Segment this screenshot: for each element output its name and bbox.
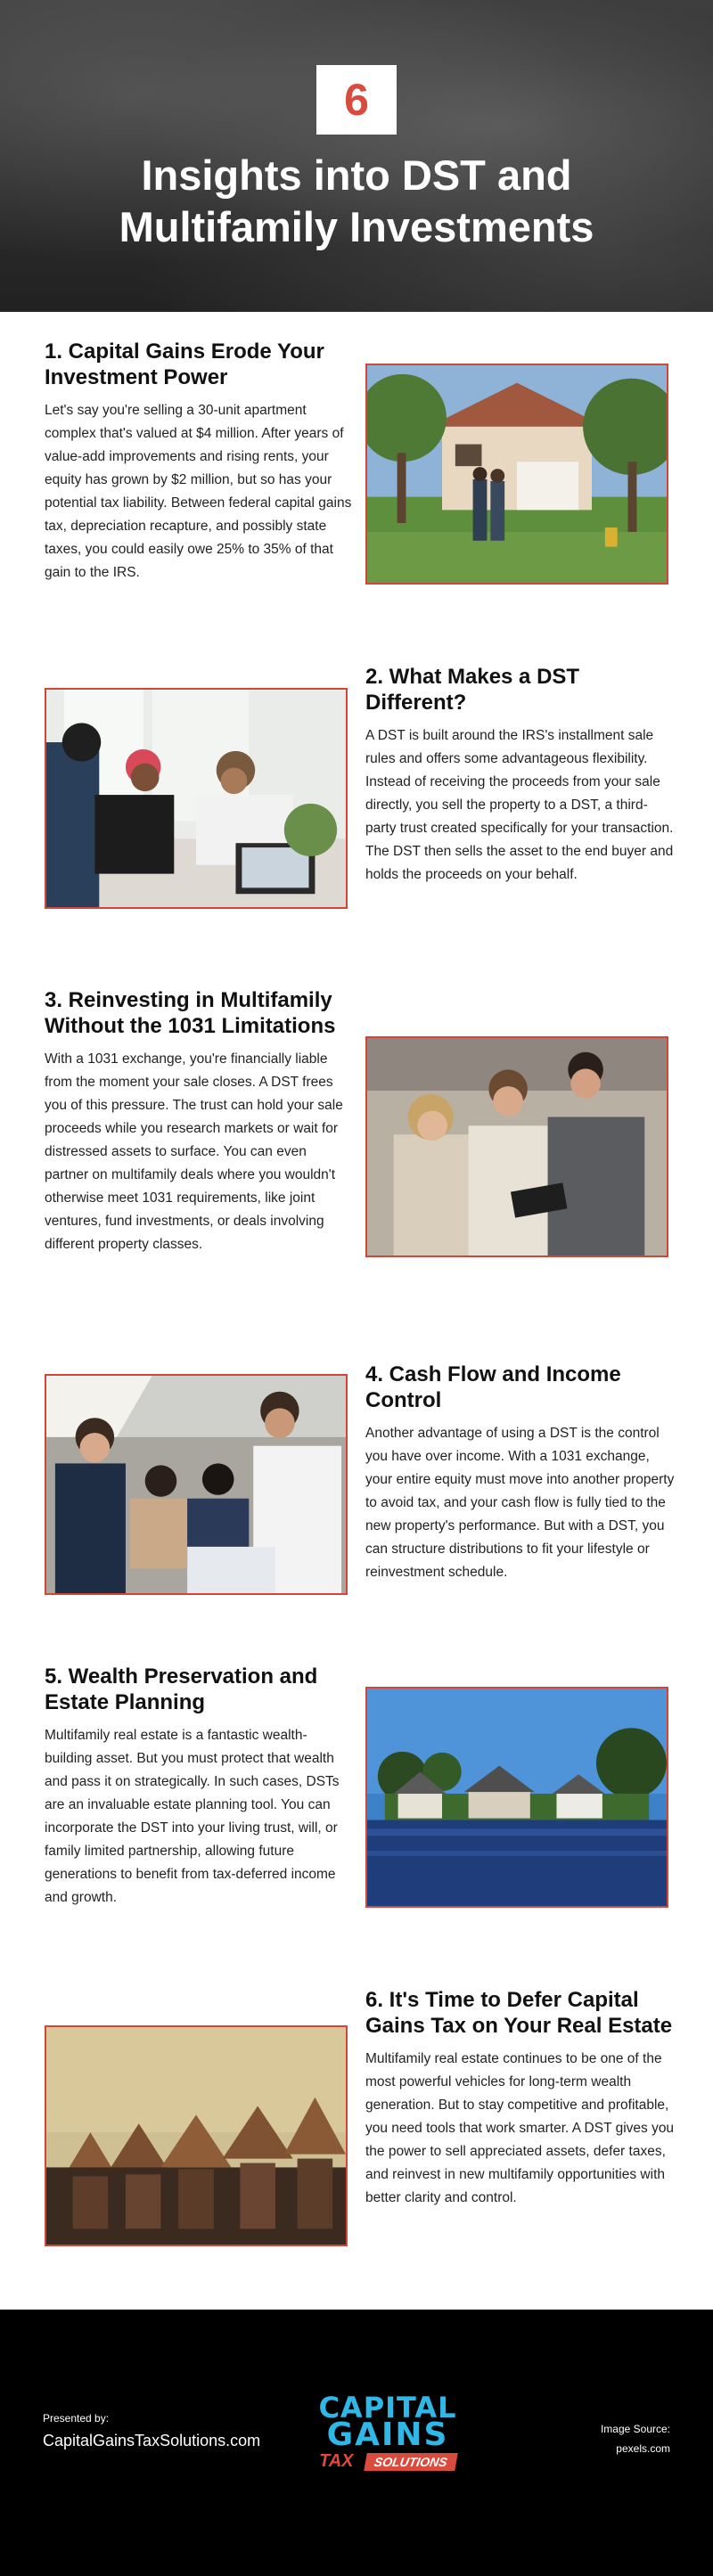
capital-gains-tax-solutions-logo — [312, 2391, 463, 2483]
section-2-title: 2. What Makes a DST Different? — [365, 665, 580, 715]
logo-gains-text: GAINS — [326, 2417, 449, 2453]
suburban-house-couple-photo — [365, 364, 668, 585]
footer — [0, 2310, 713, 2576]
waterfront-homes-photo — [365, 1687, 668, 1908]
image-source-label: Image Source: — [600, 2423, 670, 2435]
hero-banner — [0, 0, 713, 312]
section-3-body: With a 1031 exchange, you're financially liable from the moment your sale closes. A DST frees you of this pressure. The trust can hold your sale proceeds while you research markets or wait for distressed assets to surface. You can even partner on multifamily deals where you wouldn't otherwise meet 1031 requirements, like joint ventures, fund investments, or deals involving different property classes. — [45, 1051, 343, 1252]
three-people-tablet-photo — [365, 1036, 668, 1257]
office-meeting-photo — [45, 688, 348, 909]
section-2-body: A DST is built around the IRS's installment sale rules and offers some advantageous flexibility. Instead of receiving the proceeds from your sale directly, you sell the property to a DST, a third-party trust created specifically for your transaction. The DST then sells the asset to the end buyer and holds the proceeds on your behalf. — [365, 728, 674, 882]
section-3 — [45, 987, 352, 1256]
image-source-link[interactable]: pexels.com — [616, 2442, 670, 2455]
team-laptop-photo — [45, 1374, 348, 1595]
page-title-line-1: Insights into DST and — [141, 151, 572, 199]
presented-by-label: Presented by: — [43, 2412, 110, 2425]
section-5 — [45, 1664, 352, 1910]
logo-capital-text: CAPITAL — [318, 2391, 457, 2425]
presenter-website-link[interactable]: CapitalGainsTaxSolutions.com — [43, 2432, 261, 2449]
section-1 — [45, 339, 352, 585]
logo-tax-text: TAX — [319, 2451, 354, 2471]
section-4 — [365, 1362, 677, 1584]
section-1-title: 1. Capital Gains Erode Your Investment Power — [45, 339, 324, 389]
section-1-body: Let's say you're selling a 30-unit apartment complex that's valued at $4 million. After years of value-add improvements and rising rents, your equity has grown by $2 million, but so has your potential tax liability. Between federal capital gains tax, depreciation recapture, and possibly state taxes, you could easily owe 25% to 35% of that gain to the IRS. — [45, 403, 352, 580]
row-houses-sunset-photo — [45, 2025, 348, 2246]
section-4-title: 4. Cash Flow and Income Control — [365, 1362, 621, 1412]
page-title — [0, 150, 713, 253]
section-3-title: 3. Reinvesting in Multifamily Without the 1031 Limitations — [45, 988, 336, 1038]
section-6 — [365, 1987, 677, 2210]
section-4-body: Another advantage of using a DST is the control you have over income. With a 1031 exchange, your entire equity must move into another property to avoid tax, and your cash flow is fully tied to the new property's performance. But with a DST, you can structure distributions to fit your lifestyle or reinvestment schedule. — [365, 1426, 675, 1580]
section-6-title: 6. It's Time to Defer Capital Gains Tax on Your Real Estate — [365, 1988, 673, 2038]
section-5-body: Multifamily real estate is a fantastic wealth-building asset. But you must protect that wealth and pass it on strategically. In such cases, DSTs are an invaluable estate planning tool. You can incorporate the DST into your living trust, will, or family limited partnership, allowing future generations to benefit from tax-deferred income and growth. — [45, 1728, 340, 1905]
section-5-title: 5. Wealth Preservation and Estate Planning — [45, 1664, 318, 1714]
page-title-line-2: Multifamily Investments — [119, 203, 594, 250]
logo-solutions-text: SOLUTIONS — [364, 2453, 457, 2471]
hero-number-badge: 6 — [316, 65, 397, 135]
section-6-body: Multifamily real estate continues to be one of the most powerful vehicles for long-term wealth generation. But to stay competitive and profitable, you need tools that work smarter. A DST gives you the power to sell appreciated assets, defer taxes, and reinvest in new multifamily opportunities with better clarity and control. — [365, 2051, 675, 2205]
section-2 — [365, 664, 677, 887]
